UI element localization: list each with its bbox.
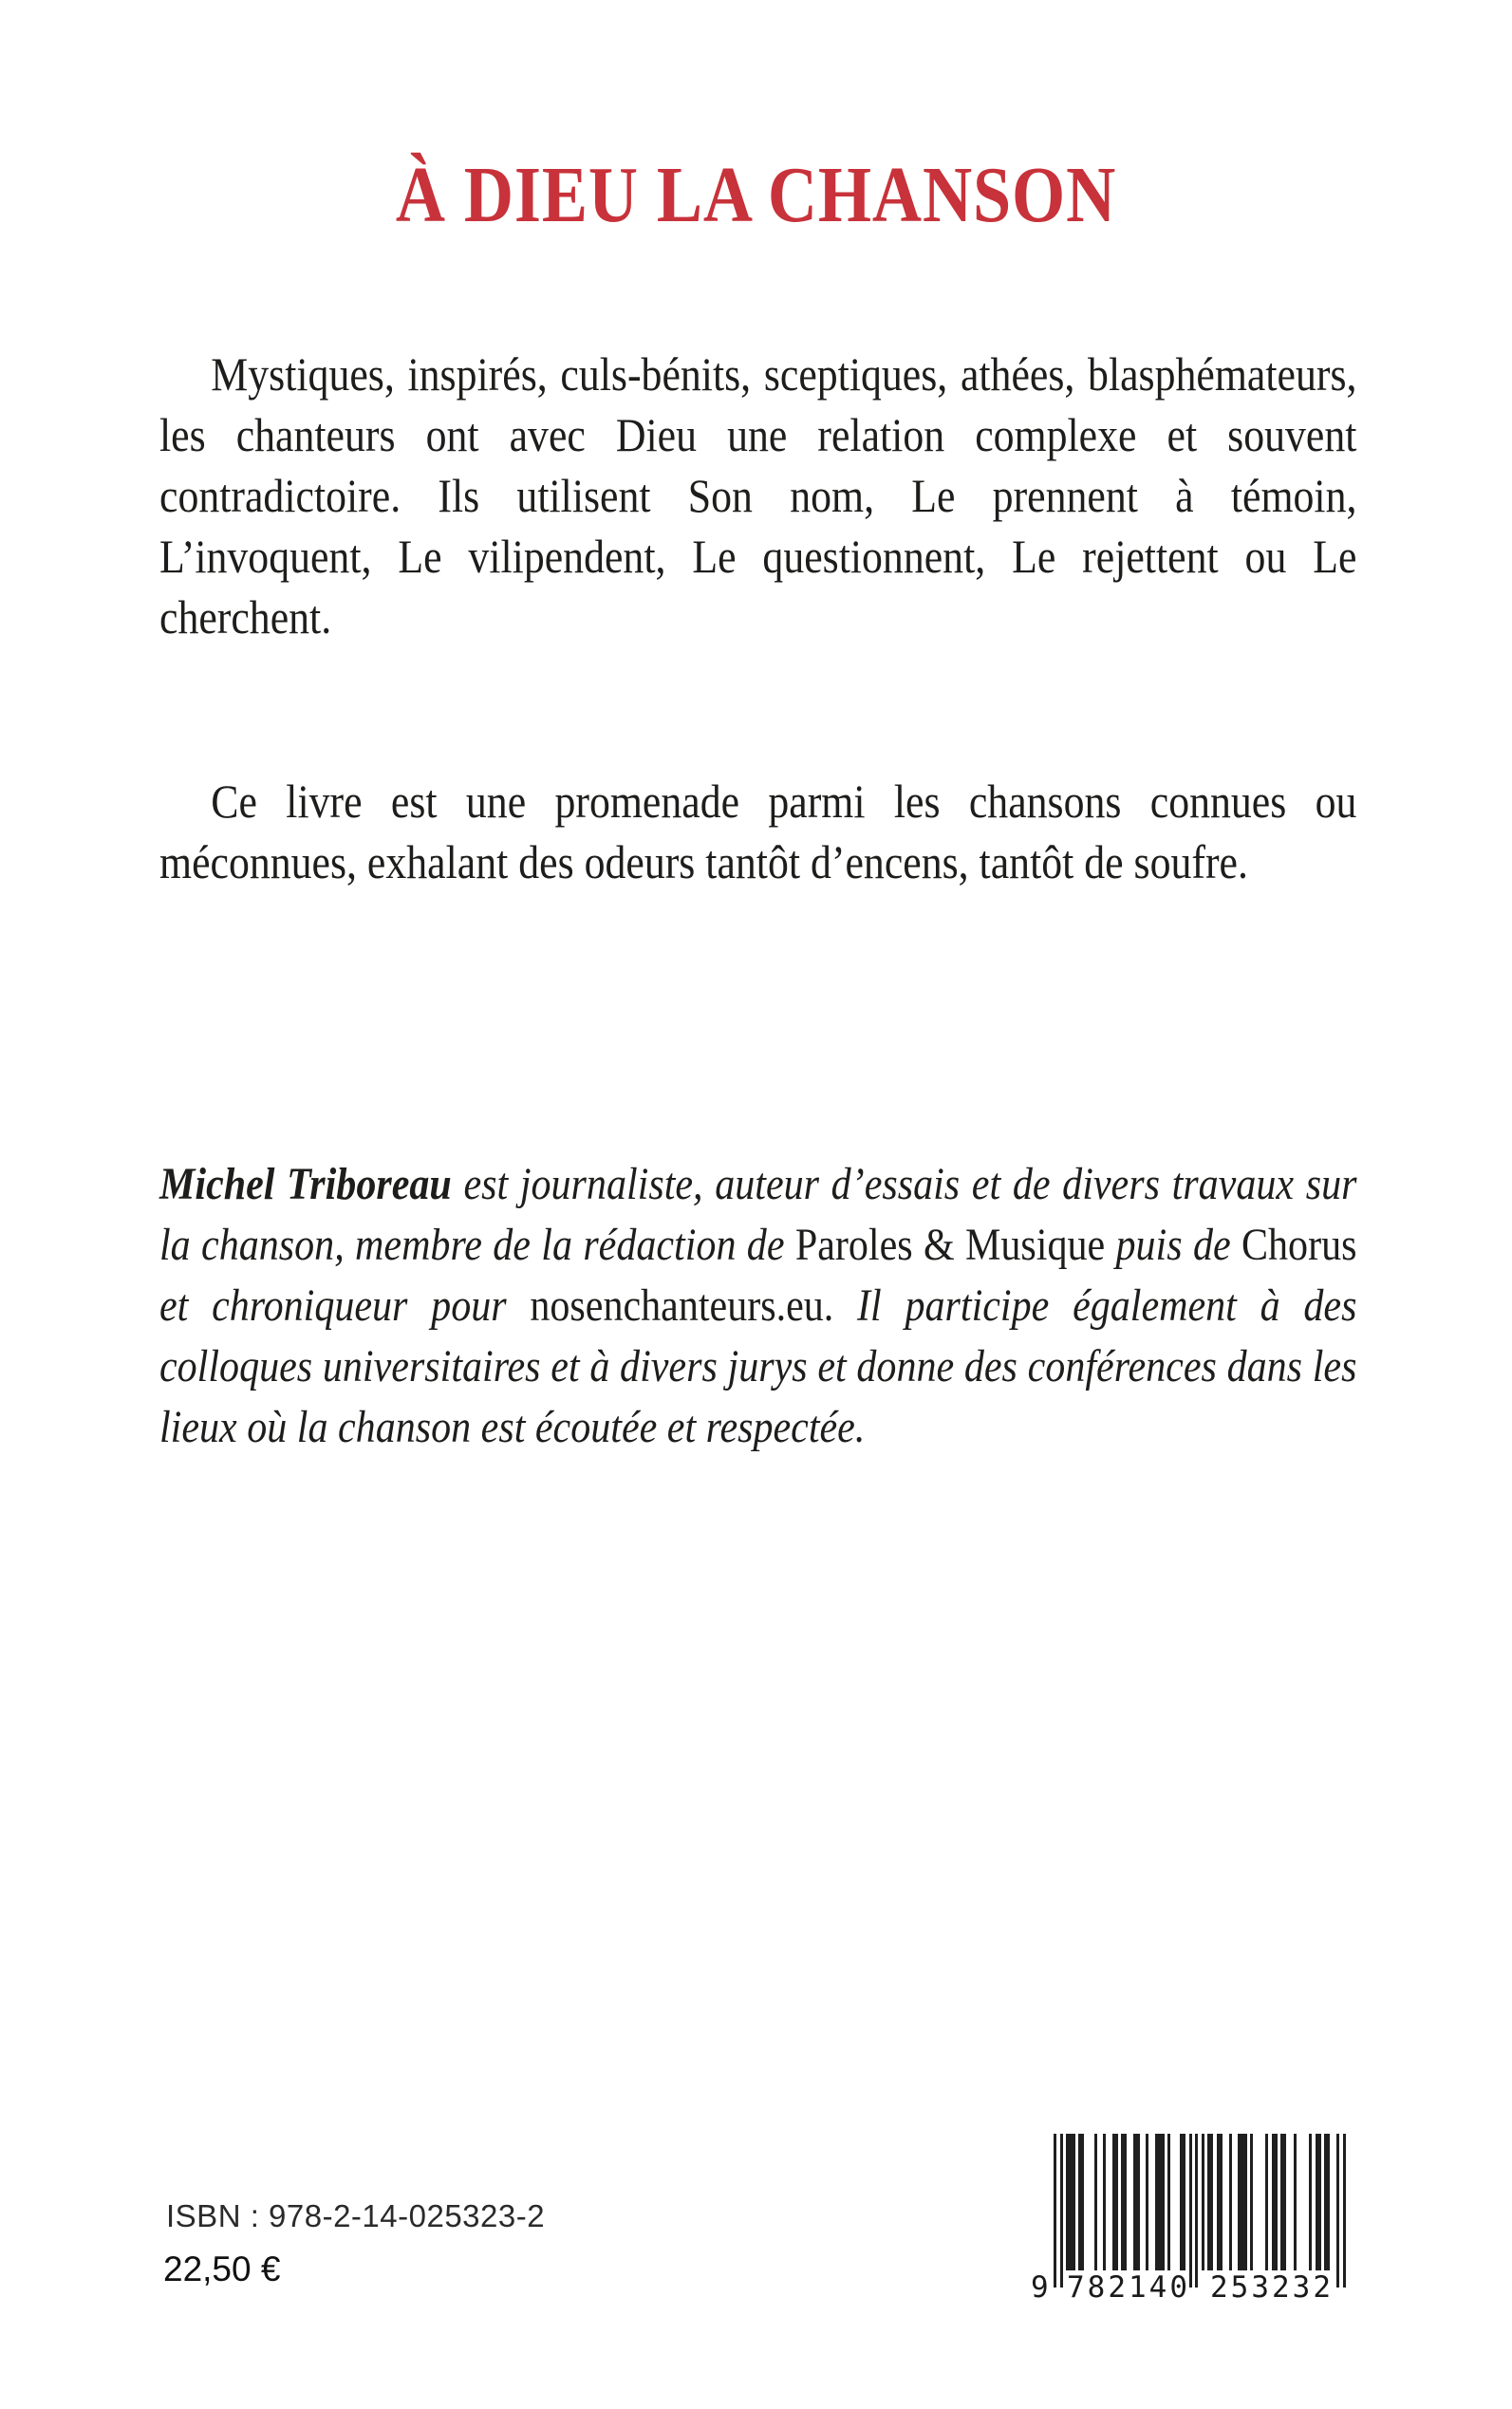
barcode-left-group: 782140 — [1067, 2270, 1190, 2305]
price-label: 22,50 € — [163, 2250, 281, 2288]
blurb-text-1: Mystiques, inspirés, culs-bénits, sceptiques, athées, blasphémateurs, les chanteurs ont avec Dieu une relation complexe et souvent contradictoire. Ils utilisent Son nom, Le prennent à témoin, L’invoquent, Le vilipendent, Le questionnent, Le rejettent ou Le cherchent. — [159, 347, 1357, 644]
bio-segment-4: Il participe également à des colloques universitaires et à divers jurys et donne des conférences dans les lieux où la chanson est écoutée et respectée. — [159, 1280, 1357, 1452]
publication-chorus: Chorus — [1241, 1220, 1357, 1270]
barcode — [1027, 2088, 1350, 2306]
bio-segment-3: et chroniqueur pour — [159, 1280, 531, 1331]
blurb-paragraph-1 — [159, 344, 1357, 647]
blurb-text-2: Ce livre est une promenade parmi les chansons connues ou méconnues, exhalant des odeurs tantôt d’encens, tantôt de soufre. — [159, 775, 1357, 888]
barcode-right-group: 253232 — [1210, 2270, 1334, 2305]
bio-segment-1: est journaliste, auteur d’essais et de divers travaux sur la chanson, membre de la rédaction de — [159, 1159, 1357, 1270]
author-name: Michel Triboreau — [159, 1159, 452, 1209]
book-title: À DIEU LA CHANSON — [395, 151, 1117, 239]
author-bio-text — [159, 1154, 1356, 1458]
bio-segment-2: puis de — [1105, 1220, 1241, 1270]
publication-paroles-musique: Paroles & Musique — [794, 1220, 1106, 1270]
isbn-label: ISBN : 978-2-14-025323-2 — [166, 2198, 546, 2233]
website-name: nosenchanteurs.eu. — [530, 1280, 834, 1331]
author-bio — [159, 1154, 1357, 1458]
barcode-first-digit: 9 — [1031, 2270, 1049, 2305]
blurb-paragraph-2 — [159, 771, 1357, 892]
